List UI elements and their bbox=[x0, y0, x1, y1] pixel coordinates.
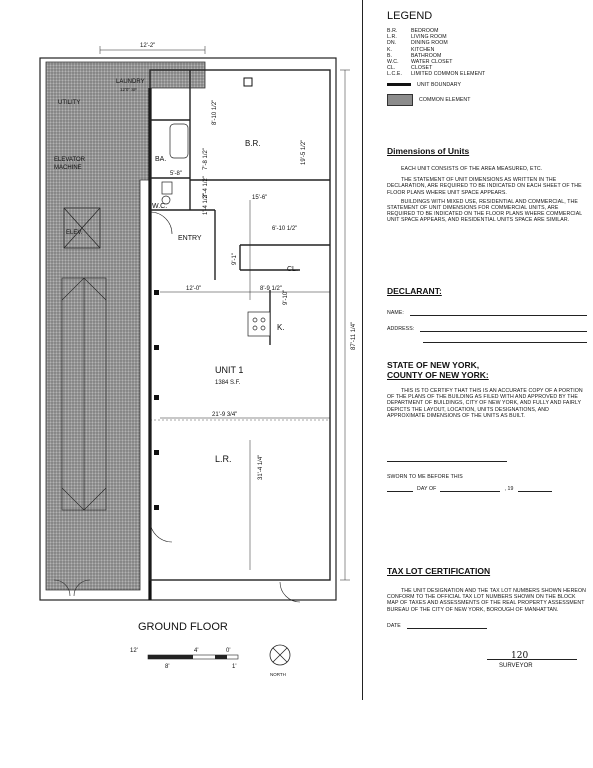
dim-d10: 12'-0" bbox=[186, 286, 202, 292]
svg-text:12': 12' bbox=[130, 648, 138, 654]
unit-area: 1384 S.F. bbox=[215, 380, 241, 386]
dim-d3: 7'-8 1/2" bbox=[203, 148, 209, 170]
address-line-2 bbox=[423, 342, 587, 343]
dim-d2: 19'-5 1/2" bbox=[301, 139, 307, 165]
legend-title: LEGEND bbox=[387, 10, 433, 22]
room-utility: UTILITY bbox=[58, 100, 81, 106]
day-of: DAY OF bbox=[417, 486, 437, 493]
legend-item: L.R. LIVING ROOM bbox=[387, 34, 447, 41]
plan-title: GROUND FLOOR bbox=[138, 621, 228, 633]
scale-bar bbox=[130, 648, 238, 670]
state-body: THIS IS TO CERTIFY THAT THIS IS AN ACCURATE COPY OF A PORTION OF THE PLANS OF THE BUILDING AS FILED WITH AND APPROVED BY THE DEPARTMENT OF BUILDINGS, CITY OF NEW YORK, AND FULLY AND FAIRLY DEPICTS THE LAYOUT, LOCATION, UNITS DESIGNATIONS, AND APPROXIMATE DIMENSIONS OF THE UNITS AS BUILT. bbox=[387, 388, 583, 419]
year-label: , 19 bbox=[504, 486, 514, 493]
dim-top: 12'-2" bbox=[140, 43, 156, 49]
room-entry: ENTRY bbox=[178, 235, 202, 242]
state-section bbox=[387, 360, 587, 492]
north-arrow bbox=[270, 645, 290, 665]
declarant-title: DECLARANT: bbox=[387, 286, 442, 296]
dimensions-title: Dimensions of Units bbox=[387, 146, 470, 156]
dim-d1: 8'-10 1/2" bbox=[212, 99, 218, 125]
legend-item: W.C. WATER CLOSET bbox=[387, 59, 453, 66]
tax-section bbox=[387, 566, 587, 677]
legend-list bbox=[387, 28, 587, 78]
room-laundry: LAUNDRY bbox=[116, 79, 145, 85]
dim-d11: 8'-9 1/2" bbox=[260, 286, 282, 292]
legend-panel bbox=[387, 10, 587, 106]
dim-d4: 5'-8" bbox=[170, 171, 182, 177]
dimensions-p2: THE STATEMENT OF UNIT DIMENSIONS AS WRITTEN IN THE DECLARATION, ARE REQUIRED TO BE INDICATED ON EACH SHEET OF THE FLOOR PLANS WHERE UNIT SPACE APPEARS. bbox=[387, 177, 582, 196]
legend-common-element: COMMON ELEMENT bbox=[387, 94, 587, 106]
name-line bbox=[410, 310, 587, 316]
room-elev: ELEV. bbox=[66, 230, 83, 236]
dim-d7: 1'-4 1/2" bbox=[203, 193, 209, 215]
room-lr: L.R. bbox=[215, 454, 232, 464]
room-laundry-dim: 12'0" SF bbox=[120, 87, 137, 92]
address-label: ADDRESS: bbox=[387, 326, 415, 333]
dimensions-p1: EACH UNIT CONSISTS OF THE AREA MEASURED, ETC. bbox=[401, 166, 543, 172]
legend-item: L.C.E. LIMITED COMMON ELEMENT bbox=[387, 71, 486, 78]
dim-d6: 3'-4 1/2" bbox=[203, 176, 209, 198]
unit-name: UNIT 1 bbox=[215, 365, 244, 375]
legend-item: CL. CLOSET bbox=[387, 65, 433, 72]
declarant-section bbox=[387, 286, 587, 343]
date-label: DATE bbox=[387, 622, 401, 629]
dim-d8: 6'-10 1/2" bbox=[272, 226, 298, 232]
north-label: NORTH bbox=[270, 672, 286, 677]
svg-text:1': 1' bbox=[232, 664, 237, 670]
svg-text:0': 0' bbox=[226, 648, 231, 654]
legend-unit-boundary: UNIT BOUNDARY bbox=[387, 82, 587, 88]
dimensions-p3: BUILDINGS WITH MIXED USE, RESIDENTIAL AND COMMERCIAL, THE STATEMENT OF UNIT DIMENSIONS FOR COMMERCIAL UNITS, ARE REQUIRED TO BE INDICATED ON THE FLOOR PLANS WHERE COMMERCIAL UNIT SPACE APPEARS, AND RESIDENTIAL UNITS SPACE ARE SIMILAR. bbox=[387, 198, 583, 224]
address-line bbox=[420, 326, 587, 332]
dim-d5: 15'-6" bbox=[252, 195, 268, 201]
legend-item: DN. DINING ROOM bbox=[387, 40, 448, 47]
name-label: NAME: bbox=[387, 310, 404, 316]
bath-fixtures bbox=[162, 124, 270, 336]
surveyor-label: SURVEYOR bbox=[499, 663, 533, 670]
room-wc: W.C. bbox=[152, 203, 168, 210]
signature-line bbox=[387, 461, 507, 462]
dim-d15: 87'-11 1/4" bbox=[351, 321, 357, 350]
dim-d9: 9'-1" bbox=[232, 253, 238, 265]
legend-item: B.R. BEDROOM bbox=[387, 28, 439, 34]
room-cl: CL. bbox=[287, 266, 298, 273]
svg-text:4': 4' bbox=[194, 648, 199, 654]
room-k: K. bbox=[277, 323, 285, 332]
dim-d12: 9'-10" bbox=[283, 289, 289, 305]
state-title-1: STATE OF NEW YORK, bbox=[387, 360, 480, 370]
dim-d13: 21'-9 3/4" bbox=[212, 412, 238, 418]
tax-title: TAX LOT CERTIFICATION bbox=[387, 566, 491, 576]
svg-text:8': 8' bbox=[165, 664, 170, 670]
tax-body: THE UNIT DESIGNATION AND THE TAX LOT NUMBERS SHOWN HEREON CONFORM TO THE OFFICIAL TAX LOT NUMBERS SHOWN ON THE BLOCK MAP OF TAXES AND ASSESSMENTS OF THE REAL PROPERTY ASSESSMENT BUREAU OF THE CITY OF NEW YORK, BOROUGH OF MANHATTAN. bbox=[387, 588, 586, 613]
dim-d14: 31'-4 1/4" bbox=[258, 454, 264, 480]
sworn-text: SWORN TO ME BEFORE THIS bbox=[387, 474, 463, 481]
legend-item: K. KITCHEN bbox=[387, 46, 435, 53]
dimensions-section bbox=[387, 146, 587, 224]
room-elevator-2: MACHINE bbox=[54, 165, 82, 171]
sheet-divider bbox=[362, 0, 363, 700]
columns bbox=[154, 78, 252, 510]
legend-item: B. BATHROOM bbox=[387, 52, 442, 59]
room-ba: BA. bbox=[155, 156, 167, 163]
room-elevator-1: ELEVATOR bbox=[54, 157, 86, 163]
room-br: B.R. bbox=[245, 139, 261, 148]
state-title-2: COUNTY OF NEW YORK: bbox=[387, 370, 489, 380]
handwritten-number: 120 bbox=[511, 651, 529, 662]
